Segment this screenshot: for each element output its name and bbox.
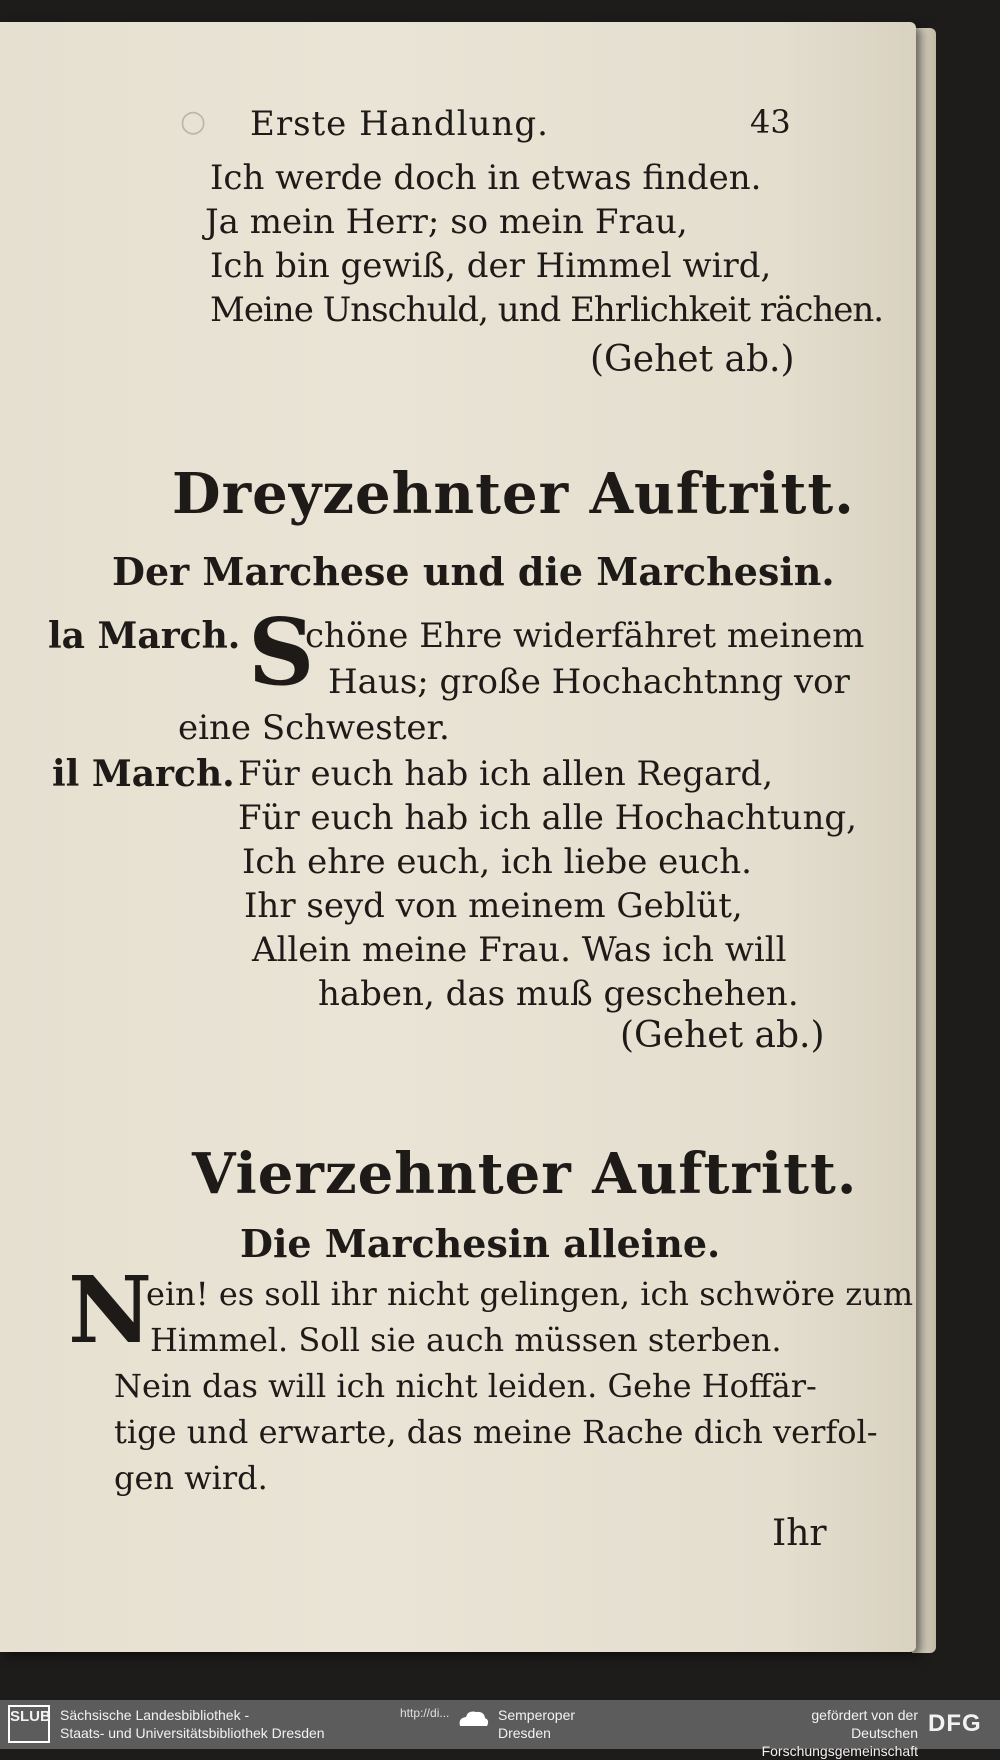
footer-bar [0, 1700, 1000, 1759]
prose-line: gen wird. [114, 1459, 268, 1497]
speaker-label: il March. [52, 753, 235, 795]
speaker-label: la March. [48, 615, 241, 657]
drop-cap: N [68, 1256, 153, 1364]
stage-direction: (Gehet ab.) [620, 1015, 825, 1056]
speech-line: eine Schwester. [178, 708, 450, 748]
scene-heading: Dreyzehnter Auftritt. [172, 461, 855, 527]
speech-line: haben, das muß geschehen. [318, 974, 799, 1014]
speech-line: Ihr seyd von meinem Geblüt, [244, 886, 743, 926]
stage-direction: (Gehet ab.) [590, 339, 795, 380]
partner-name-line2: Dresden [498, 1725, 551, 1741]
scene-characters: Der Marchese und die Marchesin. [112, 549, 835, 594]
prose-line: ein! es soll ihr nicht gelingen, ich schwöre zum [146, 1275, 914, 1313]
funding-line2: Deutschen Forschungsgemeinschaft [761, 1725, 918, 1759]
speech-line: Für euch hab ich allen Regard, [238, 754, 774, 794]
book-page [0, 22, 916, 1652]
speech-line: Haus; große Hochachtnng vor [328, 662, 850, 702]
prose-line: Nein das will ich nicht leiden. Gehe Hoffär- [114, 1367, 817, 1405]
prose-line: tige und erwarte, das meine Rache dich verfol- [114, 1413, 878, 1451]
speech-line: Allein meine Frau. Was ich will [252, 930, 787, 970]
dfg-logo: DFG [928, 1710, 982, 1737]
drop-cap: S [248, 598, 315, 706]
funding-note [700, 1706, 918, 1760]
funding-line1: gefördert von der [811, 1707, 918, 1723]
bleed-through-smudge: ○ [180, 104, 207, 139]
verse-line: Ich werde doch in etwas finden. [210, 158, 762, 198]
library-name [60, 1706, 325, 1742]
partner-name-line1: Semperoper [498, 1707, 576, 1723]
semperoper-logo-icon [456, 1708, 490, 1728]
catchword: Ihr [772, 1513, 827, 1554]
slub-logo: SLUB [8, 1705, 50, 1743]
speech-line: Für euch hab ich alle Hochachtung, [238, 798, 857, 838]
prose-line: Himmel. Soll sie auch müssen sterben. [150, 1321, 782, 1359]
verse-line: Ich bin gewiß, der Himmel wird, [210, 246, 772, 286]
scene-characters: Die Marchesin alleine. [240, 1221, 721, 1266]
running-head: Erste Handlung. [250, 104, 549, 144]
speech-line: Ich ehre euch, ich liebe euch. [242, 842, 752, 882]
permalink-url[interactable]: http://di... [400, 1706, 450, 1720]
library-name-line2: Staats- und Universitätsbibliothek Dresden [60, 1725, 325, 1741]
verse-line: Meine Unschuld, und Ehrlichkeit rächen. [210, 290, 884, 330]
library-name-line1: Sächsische Landesbibliothek - [60, 1707, 250, 1723]
verse-line: Ja mein Herr; so mein Frau, [205, 202, 688, 242]
partner-name [498, 1706, 575, 1742]
scene-heading: Vierzehnter Auftritt. [192, 1141, 858, 1207]
speech-line: chöne Ehre widerfähret meinem [305, 616, 865, 656]
page-number: 43 [750, 103, 791, 141]
